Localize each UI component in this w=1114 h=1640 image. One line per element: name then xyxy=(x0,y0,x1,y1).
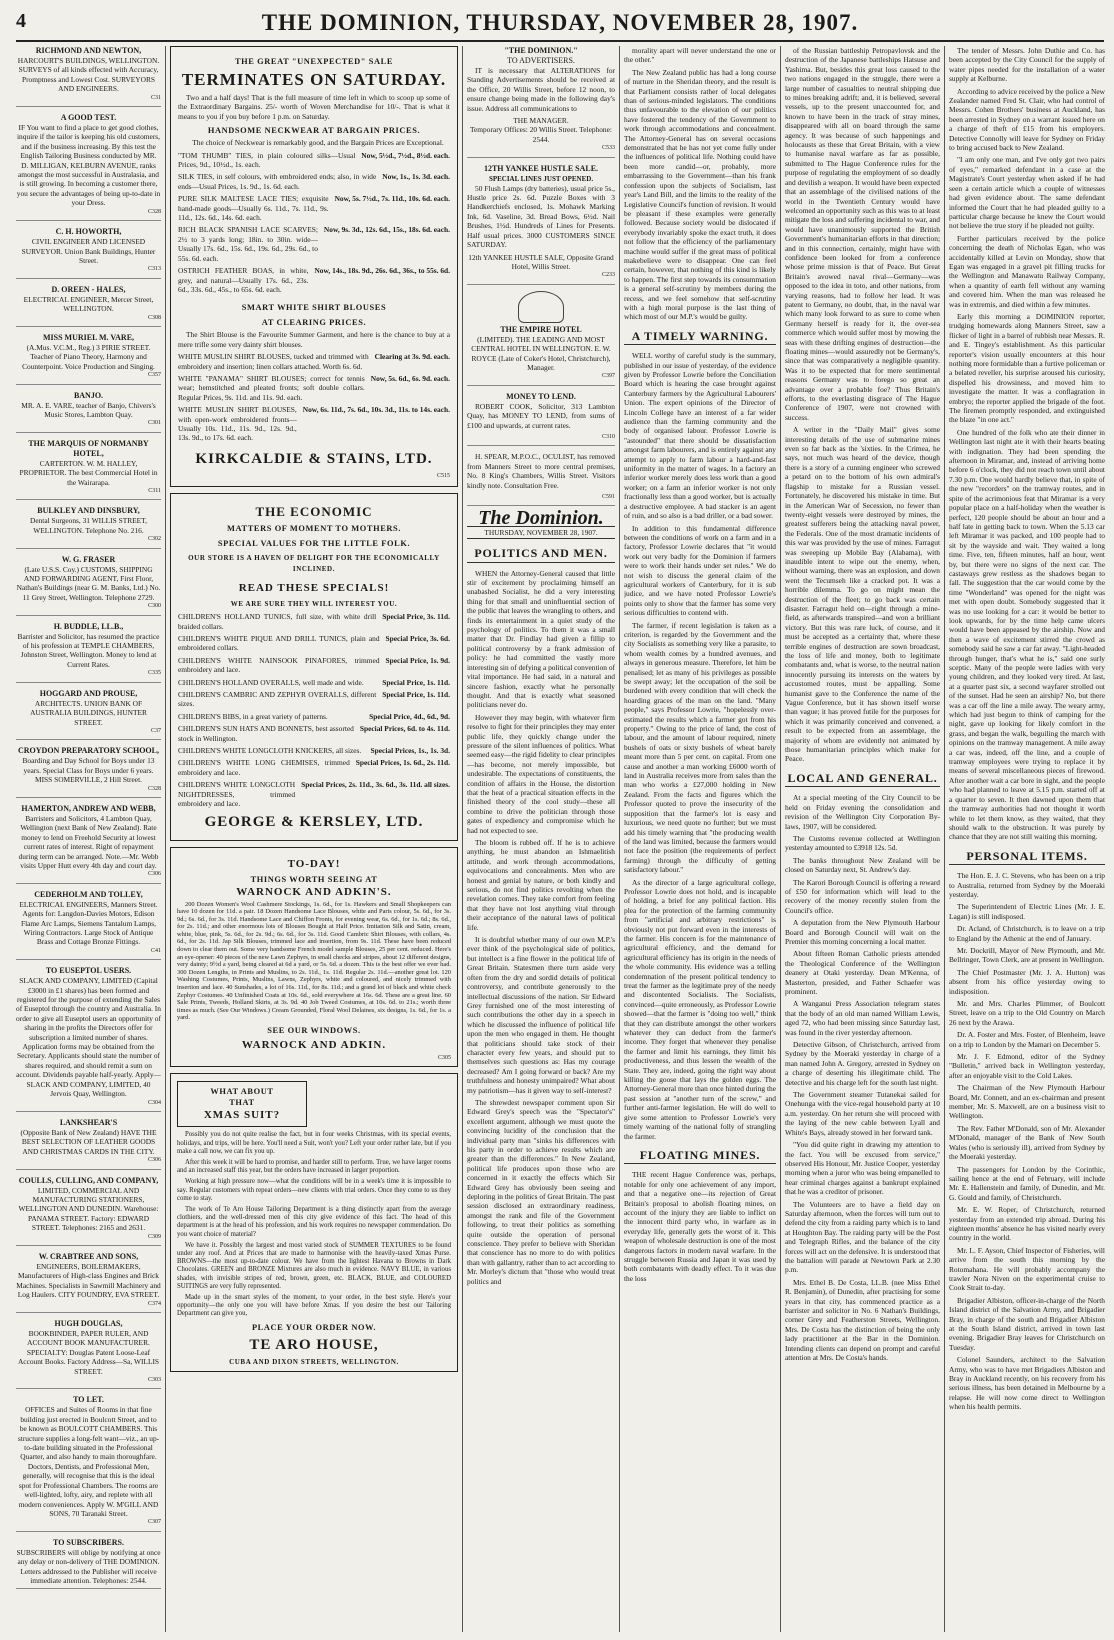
news-paragraph: The Government steamer Tutanekai sailed for Onehunga with the vice-regal household party at 10 a.m. yesterday. On her return she will proceed with the laying of the new cable between Lyall and White's Bays, already stowed in her forward tank. xyxy=(785,1090,940,1137)
news-paragraph: The Customs revenue collected at Wellington yesterday amounted to £3918 12s. 5d. xyxy=(785,833,940,853)
gk-firm-name: GEORGE & KERSLEY, LTD. xyxy=(204,813,424,830)
item-price: Clearing at 3s. 9d. each. xyxy=(374,352,450,362)
kirkcaldie-firm-name: KIRKCALDIE & STAINS, LTD. xyxy=(195,450,433,467)
economic-sure: WE ARE SURE THEY WILL INTEREST YOU. xyxy=(230,600,398,609)
price-line xyxy=(178,746,450,755)
classified-ad-title: W. G. FRASER xyxy=(61,554,116,564)
ad-code: C306 xyxy=(147,1157,161,1164)
dateline: THURSDAY, NOVEMBER 28, 1907. xyxy=(467,526,615,539)
item-description: CHILDREN'S HOLLAND OVERALLS, well made and wide. xyxy=(178,677,364,687)
classified-ad xyxy=(16,1252,161,1313)
ad-code: C313 xyxy=(147,266,161,273)
item-description: WHITE MUSLIN SHIRT BLOUSES, tucked and trimmed with embroidery and insertion; linen collars attached. Worth 6s. 6d. xyxy=(178,352,369,371)
item-price: Now, 5s. 6d., 6s. 9d. each. xyxy=(370,373,450,383)
xmas-q1: WHAT ABOUT xyxy=(210,1087,274,1097)
classified-ad xyxy=(16,227,161,279)
item-price: Special Prices, 6d. to 4s. 11d. xyxy=(359,724,450,734)
ad-code: C311 xyxy=(148,488,161,494)
ad-code: C533 xyxy=(601,145,615,152)
personal-paragraph: The Chief Postmaster (Mr. J. A. Hutton) was absent from his office yesterday owing to indisposition. xyxy=(949,967,1105,996)
item-description: CHILDREN'S WHITE LONGCLOTH KNICKERS, all sizes. xyxy=(178,746,362,756)
news-paragraph: A Wanganui Press Association telegram states that the body of an old man named William Lewis, aged 72, who had been missing since Saturday last, was found in the river yesterday afternoon. xyxy=(785,999,940,1037)
royal-crest-icon xyxy=(518,291,564,323)
item-description: CHILDREN'S SUN HATS AND BONNETS, best assorted stock in Wellington. xyxy=(178,724,354,743)
yankee-sale-advert xyxy=(467,164,615,285)
classified-ad-body: SLACK AND COMPANY, LIMITED (Capital £3000 in £1 shares) has been formed and registered for the purpose of extending the Sales of Euseptol through the country and Australia. In order to give all Euseptol users an opportunity of sharing in the profits the Directors offer for subscription a limited number of shares. Application forms may be obtained from the Secretary. Applicants should state the number of shares required, and should remit a sum on account. Dividends payable half-yearly. Apply— SLACK AND COMPANY, LIMITED, 40 Jervois Quay, Wellington. xyxy=(16,976,161,1099)
article-paragraph: The New Zealand public has had a long course of nurture in the Sheridan theory, and the result is that Parliament consists rather of local delegates than of serious-minded legislators. The conditions thus unfavourable to the elevation of our politics have fostered the tendency of the Government to work through accommodations and concealment. The Attorney-General has on several occasions demonstrated that he has not yet come fully under the influences of political life. Nothing could have been more candid—or, probably, more embarrassing to the Government—than his frank confession upon the subjects of Socialism, last year's Land Bill, and the limits to the reality of the Legislative Council's function of revision. It would be pleasant if these examples were generally followed. Because society would be dislocated if everybody invariably spoke the exact truth, it does not follow that the efficiency of the parliamentary machine would suffer if the great mass of political makebelieve were to disappear. One can feel certain, however, that nothing of this kind is likely to happen. The first step towards its consummation is a general self-scrutiny by members during the recess, and we feel somehow that self-scrutiny with a high moral purpose is the last thing of which most of our M.P.'s would be guilty. xyxy=(624,67,776,322)
classified-ad-title: RICHMOND AND NEWTON, xyxy=(35,46,142,55)
price-line xyxy=(178,194,450,222)
item-description: CHILDREN'S HOLLAND TUNICS, full size, with white drill braided collars. xyxy=(178,612,377,631)
classified-ad-title: TO SUBSCRIBERS. xyxy=(53,1537,124,1547)
classified-ad-title: COULLS, CULLING, AND COMPANY, xyxy=(18,1175,159,1185)
money-title: MONEY TO LEND. xyxy=(506,391,576,401)
hotel-title: THE EMPIRE HOTEL xyxy=(500,324,582,334)
ad-code: C302 xyxy=(147,536,161,543)
classified-ad xyxy=(16,439,161,501)
news-paragraph: "You did quite right in drawing my attention to the fact. You will be excused from service," observed His Honour, Mr. Justice Cooper, yesterday morning when a juror who was being empanelled to hear criminal charges against a bankrupt explained that he was a creditor of prisoner. xyxy=(785,1140,940,1197)
money-body: ROBERT COOK, Solicitor, 313 Lambton Quay, has MONEY TO LEND, from sums of £100 and upwards, at current rates. xyxy=(467,401,615,430)
news-paragraph: A deputation from the New Plymouth Harbour Board and Borough Council will wait on the Premier this morning concerning a local matter. xyxy=(785,918,940,946)
personal-paragraph: The Chairman of the New Plymouth Harbour Board, Mr. Connett, and an ex-chairman and present member, Mr. S. Maxwell, are on a business visit to Wellington. xyxy=(949,1083,1105,1121)
price-line xyxy=(178,374,450,402)
ad-code: C301 xyxy=(147,420,161,427)
notice-subtitle: TO ADVERTISERS. xyxy=(507,56,575,65)
ad-code: C357 xyxy=(147,372,161,379)
item-description: OSTRICH FEATHER BOAS, in white, grey, and natural—Usually 17s. 6d., 23s. 6d., 33s. 6d., 45s., to 65s. 6d. each. xyxy=(178,266,309,294)
news-paragraph: According to advice received by the police a New Zealander named Fred St. Clair, who had control of Messrs. Cohen Brothers' business at Auckland, has been arrested in Sydney on a warrant issued here on a charge of theft of £15 from his employers. Detective Connolly will leave for Sydney on Friday to bring accused back to New Zealand. xyxy=(949,86,1105,153)
classified-ad-title: C. H. HOWORTH, xyxy=(55,227,122,237)
news-column-2 xyxy=(949,46,1105,1634)
classified-ad-title: TO LET. xyxy=(73,1395,104,1405)
classified-ad-body: CIVIL ENGINEER AND LICENSED SURVEYOR. Union Bank Buildings, Hunter Street. xyxy=(21,237,156,265)
column-rule xyxy=(462,46,463,1632)
classified-ad xyxy=(16,689,161,741)
item-description: SILK TIES, in self colours, with embroidered ends; also, in wide ends—Usual Prices, 1s. 9d., 1s. 6d. each. xyxy=(178,172,377,191)
price-line xyxy=(178,678,450,687)
classified-ad-title: W. CRABTREE AND SONS, xyxy=(38,1251,139,1261)
classified-ad-title: TO EUSEPTOL USERS. xyxy=(45,966,132,976)
personal-items xyxy=(949,871,1105,1412)
news-paragraph: The tender of Messrs. John Duthie and Co. has been accepted by the City Council for the supply of water pipes needed for the installation of a water supply at Kelburne. xyxy=(949,46,1105,84)
ad-code: C328 xyxy=(147,785,161,792)
article-paragraph: It is doubtful whether many of our own M.P.'s ever think of the psychological side of politics, but intellect is a fine flower in the political life of Great Britain. Statesmen there turn aside very often from the dry and sordid details of political controversy, and contribute generously to the intellectual discussions of the nation. Sir Edward Grey furnished one of the most interesting of such contributions the other day in a speech in which he discussed the influence of political life upon the men who engaged in them. He thought that politicians should take stock of their character every few years, and should put to themselves such questions as: Has my courage decreased? Am I going forward or back? Are my truthfulness and honesty unimpaired? What about my patriotism—has it given way to self-interest? xyxy=(467,935,615,1095)
ad-code: C374 xyxy=(147,1300,161,1307)
blouse-heading: SMART WHITE SHIRT BLOUSES xyxy=(241,303,387,313)
ad-code: C515 xyxy=(436,472,450,479)
price-line xyxy=(178,151,450,170)
item-price: Special Price, 1s. 11d. xyxy=(382,677,450,687)
personal-paragraph: Dr. A. Foster and Mrs. Foster, of Blenheim, leave on a trip to London by the Mamari on December 5. xyxy=(949,1030,1105,1049)
item-description: WHITE "PANAMA" SHIRT BLOUSES; correct for tennis wear; hemstitched and pleated fronts; soft double collars. Regular Prices, 9s. 11d. and 11s. 9d. each. xyxy=(178,373,365,402)
item-price: Special Prices, 1s., 1s. 3d. xyxy=(370,746,450,756)
sale-intro: Two and a half days! That is the full measure of time left in which to scoop up some of the Extraordinary Bargains. 25/- worth of Woven Merchandise for 10/-. That is what it means to you if you buy before 1 p.m. on Saturday. xyxy=(178,93,450,121)
item-description: WHITE MUSLIN SHIRT BLOUSES, with open-work embroidered fronts—Usually 10s. 11d., 11s. 9d., 12s. 9d., 13s. 9d., to 17s. 6d. each. xyxy=(178,405,297,443)
classified-ad xyxy=(16,966,161,1112)
classified-ad-body: OFFICES and Suites of Rooms in that fine building just erected in Boulcott Street, and to be known as BOULCOTT CHAMBERS. This structure supplies a long-felt want—viz., an up-to-date building situated in the Professional Quarter, and also handy to main thoroughfare. Doctors, Dentists, and Professional Men, generally, will recognise that this is the ideal spot for Professional Chambers. The rooms are well-lighted, lofty, airy, and replete with all modern conveniences. Apply W. M'GILL AND SONS, 70 Taranaki Street. xyxy=(17,1405,160,1518)
newspaper-masthead-title: THE DOMINION, THURSDAY, NOVEMBER 28, 1907. xyxy=(261,10,859,35)
xmas-p1: Possibly you do not quite realise the fact, but in four weeks Christmas, with its special events, holidays, and trips, will be here. You'll need a Suit, won't you? Left your order rather late, but if you make a call now, we can fix you up. xyxy=(177,1131,451,1155)
ad-code: C306 xyxy=(147,871,161,878)
personal-items-heading: PERSONAL ITEMS. xyxy=(949,852,1105,865)
xmas-p2: After this week it will be hard to promise, and harder still to perform. True, we have larger rooms and an increased staff this year, but the orders have increased in larger proportion. xyxy=(177,1159,451,1175)
ad-code: C37 xyxy=(150,727,161,734)
blouse-intro: The Shirt Blouse is the Favourite Summer Garment, and here is the chance to buy at a mere trifle some very dainty shirt blouses. xyxy=(178,330,450,349)
floating-mines-article: THE recent Hague Conference was, perhaps, notable for only one achievement of any import, and that a negative one—its rejection of Great Britain's proposal to abolish floating mines, on account of the injury they are liable to inflict on the innocent third party who, in warfare as in everyday life, generally gets the worst of it. This weapon of wholesale destruction is one of the most dangerous factors in modern naval warfare. In the struggle between Russia and Japan it was used by both combatants with deadly effect. To it was due the loss xyxy=(624,1170,776,1283)
article-paragraph: The farmer, if recent legislation is taken as a criterion, is regarded by the Government and the city Socialists as something very like a parasite, to whom wealth comes by a hundred avenues, and always in generous measure. Therefore, let him be penalised; let as many of his privileges as possible be swept away; let the occupation of the soil be burdened with every condition that will check the hoarding graces of the man on the land. "Many people," says Professor Lowrie, "hopelessly over-estimated the results which a farmer got from his property." Owing to the price of land, the cost of labour, and the amount of labour required, ninety bushels of oats or sixty bushels of wheat barely meant more than 5 per cent. on capital. From one cause and another a man working £6000 worth of land in Australia receives more from sales than the man who works a £27,000 holding in New Zealand. From the facts and figures which the Professor quoted to prove the insecurity of the supposition that the farmer's lot is easy and luxurious, we need quote no further; but we must add his timely warning that "the producing wealth of the land was limited, because the farmers would not face the position (the requirements of perfect farming) through the difficulty of getting satisfactory labour." xyxy=(624,620,776,875)
classified-ad xyxy=(16,555,161,616)
column-rule xyxy=(619,46,620,1632)
item-price: Now, 9s. 3d., 12s. 6d., 15s., 18s. 6d. each. xyxy=(323,225,450,235)
column-rule xyxy=(780,46,781,1632)
news-paragraph: Detective Gibson, of Christchurch, arrived from Sydney by the Moeraki yesterday in charge of a man named John A. Gregory, arrested in Sydney on a charge of deserting his illegitimate child. The detective and his charge left for the south last night. xyxy=(785,1040,940,1087)
empire-hotel-advert xyxy=(467,291,615,386)
xmas-p5: We have it. Possibly the largest and most varied stock of SUMMER TEXTURES to be found under any roof. And at Prices that are made to harmonise with the heavily-taxed Xmas Purse. BROWNS—the most up-to-date colour. We have from the lightest Havana to Browns in Dark Chocolates. GREEN and BRONZE Mixtures are also much in evidence. NAVY BLUE, in various shades, with invisible stripes of red, brown, green, etc. BLACK, BLUE, and COLOURED SUITINGS are very fully represented. xyxy=(177,1241,451,1290)
classified-ad-body: ARCHITECTS. UNION BANK OF AUSTRALIA BUILDINGS, HUNTER STREET. xyxy=(30,698,147,727)
classified-ad-body: SUBSCRIBERS will oblige by notifying at once any delay or non-delivery of THE DOMINION. Letters addressed to the Publisher will receive immediate attention. Telephones: 2544. xyxy=(16,1547,161,1585)
te-aro-advert xyxy=(170,1073,458,1371)
news-paragraph: One hundred of the folk who ate their dinner in Wellington last night ate it with their hearts beating with indignation. They had been spending the afternoon in Miramar, and, instead of arriving home before 6 o'clock, they did not reach town until about 7.30 p.m. One would hardly believe that, in spite of the new "recorders" on the tramway routes, and in spite of the acrimonious feat that Miramar is a very popular place on a half-holiday when the weather is perfect, 120 people should be about an hour and a half late in getting back to town. When the 5.13 car left Miramar it was packed, and 100 people had to sit by the wayside and wait. They waited a long time. Five, ten, fifteen minutes, half an hour, went by, but there were no signs of the next car. The castaways grew restless as the shadows began to fall. The suggestion that the car would come by the time "Wonderland" was opened for the night was met with open doubt. Somebody suggested that it was no use looking for a car: it would be better to look upwards, for by the time help came ulcers would have been appeased by the airship. Now and then a wave of excitement stirred the crowd as somebody said he saw a car far away. "Light-headed through hunger, that's what he is," said one surly sceptic. Many of the people were ladies with very young children, and they looked very tired. At last, at a quarter past six, a second wayfarer strolled out of the sunset. Had he seen an airship? No, but there was a car off the line a mile away. The weary army, which had just begun to think of camping for the night, gave up looking for likely comfort in the grass, and began the walk, beguiling the march with opinions on the tramway management. A mile away a car was, indeed, off the line, and a couple of tramway employees were trying to replace it by means of several miscellaneous pieces of firewood. After another wait a car bore in sight, and the people who had planned to leave at 5.15 p.m. started off at a quarter to seven. It then dawned upon them that the tramway authorities had not thought it worth while to let them know, as they waited, that they should walk to the obstruction. It was purely by chance that they are not still waiting this morning. xyxy=(949,427,1105,842)
xmas-q3: XMAS SUIT? xyxy=(203,1109,281,1122)
price-line xyxy=(178,758,450,777)
personal-paragraph: Mr. Dockrill, Mayor of New Plymouth, and Mr. Bellringer, Town Clerk, are at present in Wellington. xyxy=(949,945,1105,965)
floating-mines-heading: FLOATING MINES. xyxy=(624,1151,776,1164)
neckwear-list xyxy=(178,151,450,295)
ad-code: C41 xyxy=(150,947,161,954)
personal-paragraph: The Hon. E. J. C. Stevens, who has been on a trip to Australia, returned from Sydney by the Moeraki yesterday. xyxy=(949,871,1105,899)
price-line xyxy=(178,656,450,675)
economic-haven: OUR STORE IS A HAVEN OF DELIGHT FOR THE ECONOMICALLY INCLINED. xyxy=(188,554,440,574)
classified-ad xyxy=(16,622,161,683)
item-price: Now, 14s., 18s. 9d., 26s. 6d., 36s., to 55s. 6d. xyxy=(314,266,450,276)
article-paragraph: In addition to this fundamental difference between the conditions of work on a farm and in a factory, Professor Lowrie declares that "it would work out very badly for the Dominion if farmers were to work their hands under set rules." We do not wish to discuss the general claim of the agricultural workers of Canterbury, for it is sub judice, and we have noted Professor Lowrie's points only to show that the farmer has some very serious difficulties to contend with. xyxy=(624,523,776,618)
article-paragraph: However they may begin, with whatever firm resolve to fight for their principles they may enter public life, they quickly change under the pressure of the silent influences of politics. What seemed easy—the rigid fidelity to clear principles—has become, not merely impossible, but undesirable. The expectations of constituents, the condition of affairs in the House, the distortion that the heat of a practical situation effects in the finished theory of the cool study—these all combine to drive the politician through those gates of expediency and compromise which he had not expected to see. xyxy=(467,712,615,835)
timely-warning-heading: A TIMELY WARNING. xyxy=(624,332,776,345)
warnock-advert xyxy=(170,847,458,1068)
news-paragraph: "I am only one man, and I've only got two pairs of eyes," remarked defendant in a case at the Magistrate's Court yesterday when asked if he had seen a certain article which a couple of witnesses had given evidence about. The same defendant informed the Court that he had pleaded guilty to a particular charge because he knew the Court would not believe the true story if he pleaded not guilty. xyxy=(949,155,1105,231)
item-price: Special Price, 3s. 11d. xyxy=(382,612,450,622)
local-general-items xyxy=(785,793,940,1362)
sale-kicker: THE GREAT "UNEXPECTED" SALE xyxy=(234,57,394,66)
economic-title: THE ECONOMIC xyxy=(255,504,373,520)
ad-code: C591 xyxy=(601,494,615,500)
item-description: CHILDREN'S BIBS, in a great variety of patterns. xyxy=(178,711,328,721)
news-paragraph: Mrs. Ethel B. De Costa, LL.B. (nee Miss Ethel R. Benjamin), of Dunedin, after practising for some years in that city, has commenced practice as a barrister and solicitor in No. 6 Nathan's Buildings, corner Grey and Featherston Streets, Wellington. Mrs. De Costa has the distinction of being the only lady practitioner at the Bar in the Dominion. Intending clients can depend on prompt and careful attention at Mrs. De Costa's hands. xyxy=(785,1277,940,1363)
article-paragraph: WHEN the Attorney-General caused that little stir of excitement by proclaiming himself an unabashed Socialist, he did a very interesting thing for that small and uninfluential section of the public that leaves the wrangling to others, and finds its entertainment in a quiet study of the psychology of politics. To them it was a small matter that Dr. Findlay had given a fillip to political controversy by a frank admission of policy: he had committed the vastly more interesting sin of defying a political convention of vital importance. He had said, in a natural and sincere fashion, exactly what he personally thought. And that is exactly what seasoned politicians never do. xyxy=(467,568,615,710)
item-price: Special Price, 1s. 11d. xyxy=(382,690,450,700)
item-description: CHILDREN'S WHITE NAINSOOK PINAFORES, trimmed embroidery and lace. xyxy=(178,655,380,675)
classified-ad-body: (A.Mus. V.C.M., Reg.) 3 PIRIE STREET. Teacher of Piano Theory, Harmony and Counterpoint. Voice Production and Singing. xyxy=(22,342,155,371)
ad-code: C309 xyxy=(147,1233,161,1240)
warnock-name: WARNOCK AND ADKIN'S. xyxy=(236,885,392,898)
yankee-body: 50 Flush Lamps (dry batteries), usual price 5s., Hustle price 2s. 6d. Puzzle Boxes with 3 Handkerchiefs enclosed, 1s. Mohawk Marking Ink, 6d. Vaseline, 3d. Bread Bows, 6½d. Nail Brushes, 1½d. Hundreds of Lines for Presents. Half usual prices. 3000 CUSTOMERS SINCE SATURDAY. xyxy=(467,183,615,250)
ad-code: C335 xyxy=(147,670,161,677)
xmas-cta: PLACE YOUR ORDER NOW. xyxy=(251,1322,377,1332)
article-paragraph: The shrewdest newspaper comment upon Sir Edward Grey's speech was the "Spectator's" excellent argument, although we must quote the convincing lucidity of the conclusion that the individual party man "sinks his differences with his party in order to achieve results which are greater than the differences." In New Zealand, political life produces upon those who are concerned in it exactly the effects which Sir Edward Grey has obviously been seeing and deploring in the politics of Great Britain. The past session disclosed an extraordinary readiness, amongst the rank and file of the Government following, to treat their politics as something quite outside the operation of personal conscience. They prefer to believe with Sheridan that conscience has no more to do with politics than with gallantry, rather than to act according to Mr. Morley's dictum that "those who would treat politics and xyxy=(467,1097,615,1286)
classified-ad xyxy=(16,804,161,884)
article-paragraph: As the director of a large agricultural college, Professor Lowrie does not hold, and is incapable of holding, a brief for any political faction. His plea for the protection of the farming community from "artificial and arbitrary restrictions" is obviously not put forward even in the interests of the farmer. His concern is for the maintenance of agricultural efficiency, and the demand for agricultural efficiency has its origin in the needs of the whole community. His evidence was a telling condemnation of the present political tendency to treat the farmer as the legitimate prey of the needy and discontented Socialists. The Socialists, convinced—quite erroneously, as Professor Lowrie showed—that the farmer is "doing too well," think that they can distribute amongst the other workers whatever they can deduct from the farmer's income. They forget that whenever they penalise the farmer and limit his earnings, they limit his productiveness, and thus lessen the wealth of the State. They are, indeed, going the right way about killing the goose that lays the golden eggs. The Attorney-General more than once hinted during the past session at "another turn of the screw," and further anti-farmer legislation. He will do well to give some attention to Professor Lowrie's very timely warning of the national folly of strangling the farmer. xyxy=(624,877,776,1141)
article-paragraph: The bloom is rubbed off. If he is to achieve anything, he must abandon an Ishmaelitish attitude, and work through accommodations, equivocations and concealments. Men who are honest and genial by nature, or both kindly and serious, do not find politics revolting when the revelation comes. They take comfort from feeling that they have not lost anything vital through their acceptance of the natural laws of political life. xyxy=(467,838,615,932)
item-description: CHILDREN'S WHITE LONG CHEMISES, trimmed embroidery and lace. xyxy=(178,758,350,777)
today-heading: TO-DAY! xyxy=(287,857,341,870)
neckwear-intro: The choice of Neckwear is remarkably good, and the Bargain Prices are Exceptional. xyxy=(192,138,444,148)
personal-paragraph: Dr. Acland, of Christchurch, is to leave on a trip to England by the Athenic at the end of January. xyxy=(949,924,1105,943)
classified-ad-body: (Late U.S.S. Coy.) CUSTOMS, SHIPPING AND FORWARDING AGENT, First Floor, Nathan's Buildings (near G. M. Banks, Ltd.) No. 11 Grey Street, Wellington. Telephone 2729. xyxy=(16,564,161,602)
item-description: CHILDREN'S WHITE LONGCLOTH NIGHTDRESSES, trimmed embroidery and lace. xyxy=(178,780,296,809)
item-price: Special Price, 1s. 9d. xyxy=(385,655,450,665)
sale-headline: TERMINATES ON SATURDAY. xyxy=(181,70,447,89)
local-news-items xyxy=(949,46,1105,842)
personal-paragraph: Mr. E. W. Roper, of Christchurch, returned yesterday from an extended trip abroad. During his eighteen months' absence he has visited nearly every country in the world. xyxy=(949,1205,1105,1243)
classified-ad xyxy=(16,333,161,385)
price-line xyxy=(178,225,450,263)
item-price: Special Price, 3s. 6d. xyxy=(385,634,450,643)
classified-ad xyxy=(16,1395,161,1531)
yankee-subtitle: SPECIAL LINES JUST OPENED. xyxy=(488,174,594,183)
price-line xyxy=(178,172,450,191)
classified-ad-body: Dental Surgeons, 31 WILLIS STREET, WELLINGTON. Telephone No. 216. xyxy=(29,516,147,535)
notice-telephone: Temporary Offices: 20 Willis Street. Telephone: 2544. xyxy=(470,125,612,144)
item-description: PURE SILK MALTESE LACE TIES; exquisite hand-made goods—Usually 6s. 11d., 7s. 11d., 9s. 11d., 12s. 6d., 14s. 6d. each. xyxy=(178,194,329,223)
item-price: Special Prices, 2s. 11d., 3s. 6d., 3s. 11d. all sizes. xyxy=(301,780,450,790)
classified-ad xyxy=(16,285,161,327)
classified-ad xyxy=(16,1118,161,1170)
classified-ad xyxy=(16,46,161,107)
personal-paragraph: The passengers for London by the Corinthic, sailing hence at the end of February, will include Mr. E. Hallenstein and family, of Dunedin, and Mr. G. Gould and family, of Christchurch. xyxy=(949,1164,1105,1202)
blouse-list xyxy=(178,352,450,443)
classified-ad-title: A GOOD TEST. xyxy=(60,113,117,123)
oculist-body: H. SPEAR, M.P.O.C., OCULIST, has removed from Manners Street to more central premises, No. 8 King's Chambers, Willis Street. Visitors kindly note. Consultation Free. xyxy=(467,452,615,490)
notice-to: THE MANAGER. xyxy=(513,116,569,126)
item-description: CHILDREN'S WHITE PIQUE AND DRILL TUNICS, plain and embroidered collars. xyxy=(178,634,380,653)
editorial-column-1 xyxy=(467,46,615,1634)
price-line xyxy=(178,712,450,721)
kirkcaldie-advert xyxy=(170,46,458,487)
price-line xyxy=(178,690,450,709)
personal-paragraph: The Rev. Father M'Donald, son of Mr. Alexander M'Donald, manager of the Bank of New South Wales (who is seriously ill), arrived from Sydney by the Moeraki yesterday. xyxy=(949,1123,1105,1162)
ad-code: C310 xyxy=(601,433,615,440)
price-line xyxy=(178,405,450,443)
news-paragraph: At a special meeting of the City Council to be held on Friday evening the consolidation and revision of the Wellington City Corporation By-laws, 1907, will be considered. xyxy=(785,793,940,831)
xmas-p4: The work of Te Aro House Tailoring Department is a thing distinctly apart from the average clothiers, and the well-dressed men of this city give evidence of this fact. The head of this department is at the head of his profession, and his work requires no newspaper commendation. Do you want choice of material? xyxy=(177,1206,451,1238)
classified-ad-body: Boarding and Day School for Boys under 13 years. Special Class for Boys under 6 years. MISS SOMERVILLE, 2 Hill Street. xyxy=(22,756,155,785)
classified-ads-column xyxy=(16,46,161,1634)
oculist-advert xyxy=(467,452,615,506)
classified-ad xyxy=(16,1176,161,1246)
xmas-q2: THAT xyxy=(229,1098,255,1108)
neckwear-heading: HANDSOME NECKWEAR AT BARGAIN PRICES. xyxy=(207,126,421,136)
classified-ad-body: MR. A. E. VARE, teacher of Banjo, Chivers's Music Stores, Lambton Quay. xyxy=(21,400,156,419)
te-aro-firm: TE ARO HOUSE, xyxy=(249,1336,379,1353)
personal-paragraph: The Superintendent of Electric Lines (Mr. J. E. Lagan) is still indisposed. xyxy=(949,902,1105,921)
classified-ad-body: BOOKBINDER, PAPER RULER, AND ACCOUNT BOOK MANUFACTURER. SPECIALTY: Douglas Patent Loose-Leaf Account Books. Factory Address—Sa, WILLIS STREET. xyxy=(17,1329,160,1376)
classified-ad-body: ELECTRICAL ENGINEER, Mercer Street, WELLINGTON. xyxy=(23,294,154,314)
personal-paragraph: Colonel Saunders, architect to the Salvation Army, who was to have met Brigadiers Albiston and Bray in Auckland recently, on his recovery from his serious illness, has been detained in Melbourne by a relapse. He will now come direct to Wellington when his health permits. xyxy=(949,1355,1105,1412)
xmas-callout xyxy=(177,1081,307,1127)
economic-subtitle: MATTERS OF MOMENT TO MOTHERS. xyxy=(227,524,401,534)
ad-code: C233 xyxy=(601,272,615,279)
item-price: Special Prices, 1s. 6d., 2s. 11d. xyxy=(355,758,450,768)
classified-ad-title: BANJO. xyxy=(73,390,104,400)
item-description: RICH BLACK SPANISH LACE SCARVES; 2½ to 3 yards long; 18in. to 30in. wide—Usually 17s. 6d., 15s. 6d., 19s. 6d., 29s. 6d., to 55s. 6d. each. xyxy=(178,225,318,263)
ad-code: C303 xyxy=(147,1377,161,1384)
warnock-body: 200 Dozen Women's Wool Cashmere Stockings, 1s. 6d., for 1s. Hawkers and Small Shopkeepers can have 10 dozen for 11d. a pair. 18 Dozen Handsome Lace Blouses, white and Paris colour, 5s. 6d., for 3s. 9d.; 6s. 6d., for 3s. 11d. Handsome Lace and Chiffon Fronts, for evening wear, 6s. 6d., for 1s. 6d.; 8s. 6d., for 2s. 11d.; and other enormous lots of Blouses Bought at Half Price. Imitation Silk and Satin, cream, white, blue, pink, 5s. 6d., for 2s. 9d.; 6s. 6d., for 3s. 11d. Good Cambric Shirt Blouses, with collars, 4s. 6d., for 2s. 11d. Jap Silk Blouses, trimmed lace and insertion, from 9s. 11d. These have been reduced down to clear them out. Some very handsome French model sample Blouses, 25 per cent. reduced. Here's an eye-opener: 40 pieces of the new Lawn Zephyrs, in small checks and stripes, about 12 different designs, very dainty; 9½d a yard, being cleared at 6d a yard, or 5s. 6d. a dozen. This is the best offer we ever had. 300 Dozen Lengths, in Prints and Muslins, to 2s. 11d., 1s. 11d. Regular 2s. 11d.—another great lot. 120 Washing Costumes, Prints, Muslins, Lawns, Zephyrs, white and coloured, and nicely trimmed with insertion and lace. 40 Sunshades, a lot of 16s. 11d., for 8s. 11d.; and a grand lot of black and white check Zephyr Costumes. 40 Unfinished Coats at 10s. 6d., sold everywhere at 16s. 6d. These are a great line. 60 Sale Prints, Tweeds, Holland Skirts, at 3s. 9d. 40 Job Tweed Costumes, at 10s. 6d. to 21s.; worth three times as much. (See Our Windows.) Cream Grounded, Floral Wool Delaines, six designs, 1s. 6d., for 1s. a yard. xyxy=(177,900,451,1022)
classified-ad-body: IF You want to find a place to get good clothes, inquire if the tailor is keeping his old customers, and if the business increasing. By this test the English Tailoring Business conducted by MR. D. MILLIGAN, KELBURN AVENUE, ranks amongst the most successful in Australasia, and is still growing. In becoming a customer there, you secure the advantages of being up-to-date in your Dress. xyxy=(16,123,161,208)
column-rule xyxy=(165,46,166,1632)
local-general-heading: LOCAL AND GENERAL. xyxy=(785,774,940,787)
personal-paragraph: Mr. J. F. Edmond, editor of the Sydney "Bulletin," arrived back in Wellington yesterday, after an enjoyable visit to the Cold Lakes. xyxy=(949,1052,1105,1080)
classified-ad-body: Barristers and Solicitors, 4 Lambton Quay, Wellington (next Bank of New Zealand). Rate money to lend on Freehold Security at lowest current rates of interest. Right of repayment during term can be arranged. Note.—Mr. Webb visits Upper Hutt every 4th day and court day. xyxy=(18,813,159,870)
money-advert xyxy=(467,392,615,447)
news-paragraph: Further particulars received by the police concerning the death of Nicholas Egan, who was accidentally killed at Levin on Monday, show that Egan was engaged in a gravel pit filling trucks for the Wellington and Manawatu Railway Company, when a quantity of earth fell without any warning and covered him. When the man was released he was in extremis, and died within a few minutes. xyxy=(949,233,1105,309)
news-paragraph: Early this morning a DOMINION reporter, trudging homewards along Manners Street, saw a flicker of light in a barrel of rubbish near Messrs. R. and E. Tingey's establishment. As this particular reporter's vision usually encounters at this hour nothing more formidable than a furtive policeman or a belated reveller, his surprise aroused his curiosity, dispelled his drowsiness, and moved him to investigate the matter. It was a conflagration in embryo; the reporter applied the brigade of the foot. The firemen promptly responded, and extinguished the blaze "in one act." xyxy=(949,311,1105,425)
ad-code: C300 xyxy=(147,603,161,610)
item-description: "TOM THUMB" TIES, in plain coloured silks—Usual Prices, 9d., 10½d., 1s. each. xyxy=(178,150,356,170)
classified-ad xyxy=(16,1538,161,1590)
personal-paragraph: Mr. and Mrs. Charles Plimmer, of Boulcott Street, leave on a trip to the Old Country on March 26 next by the Arawa. xyxy=(949,999,1105,1027)
timely-warning-article xyxy=(624,351,776,1141)
politics-article xyxy=(467,569,615,1286)
classified-ad xyxy=(16,1319,161,1389)
news-paragraph: About fifteen Roman Catholic priests attended the Theological Conference of the Wellington deanery at Otaki yesterday. Dean M'Kenna, of Masterton, presided, and Father Schaefer was prominent. xyxy=(785,949,940,996)
item-description: CHILDREN'S CAMBRIC AND ZEPHYR OVERALLS, different sizes. xyxy=(178,690,377,709)
paper-title: The Dominion. xyxy=(478,507,604,530)
yankee-firm: 12th YANKEE HUSTLE SALE, Opposite Grand Hotel, Willis Street. xyxy=(468,252,614,271)
warnock-firm: WARNOCK AND ADKIN. xyxy=(241,1039,387,1051)
notice-body: IT is necessary that ALTERATIONS for Standing Advertisements should be received at the Office, 20 Willis Street, before 12 noon, to ensure change being made in the following day's issue. Address all communications to xyxy=(467,66,615,113)
classified-ad-body: CARTERTON. W. M. HALLEY, PROPRIETOR. The best Commercial Hotel in the Wairarapa. xyxy=(19,458,158,487)
hotel-body: (LIMITED). THE LEADING AND MOST CENTRAL HOTEL IN WELLINGTON. E. W. ROYCE (Late of Coker's Hotel, Christchurch), Manager. xyxy=(471,334,611,372)
economic-special: SPECIAL VALUES FOR THE LITTLE FOLK. xyxy=(217,539,411,549)
ad-code: C308 xyxy=(147,314,161,321)
news-paragraph: The banks throughout New Zealand will be closed on Saturday next, St. Andrew's day. xyxy=(785,855,940,875)
xmas-p3: Working at high pressure now—what the conditions will be in a week's time it is impossible to say. Regular customers with repeat orders—new clients with trial orders. Once they come to us they come to stay. xyxy=(177,1178,451,1202)
item-price: Now, 6s. 11d., 7s. 6d., 10s. 3d., 11s. to 14s. each. xyxy=(302,405,450,415)
classified-ad-body: Barrister and Solicitor, has resumed the practice of his profession at TEMPLE CHAMBERS, Johnston Street, Wellington. Money to lend at Current Rates. xyxy=(17,631,160,669)
item-price: Now, 5½d., 7½d., 8½d. each. xyxy=(361,150,450,160)
classified-ad-body: ENGINEERS, BOILERMAKERS, Manufacturers of High-class Engines and Brick Machines. Specialists in Sawmill Machinery and Log Haulers. CITY FOUNDRY, EVA STREET. xyxy=(16,1261,161,1300)
ad-code: C397 xyxy=(601,373,615,380)
editorial-column-2 xyxy=(624,46,776,1634)
classified-ad-title: BULKLEY AND DINSBURY, xyxy=(37,506,140,516)
price-line xyxy=(178,266,450,294)
classified-ad-title: HUGH DOUGLAS, xyxy=(54,1319,123,1328)
ad-code: C307 xyxy=(147,1519,161,1526)
display-ads-column xyxy=(170,46,458,1634)
classified-ad-title: LANKSHEAR'S xyxy=(59,1117,118,1127)
xmas-p6: Made up in the smart styles of the moment, to your order, in the best style. Here's your opportunity—the only one you will have before Xmas. If you desire the best our Tailoring Department can give you, xyxy=(177,1294,451,1318)
item-price: Special Price, 4d., 6d., 9d. xyxy=(369,711,450,721)
personal-paragraph: Mr. L. F. Ayson, Chief Inspector of Fisheries, will arrive from the south this morning by the Rotomahana. He will probably accompany the trawler Nora Niven on the experimental cruise to Cook Strait to-day. xyxy=(949,1245,1105,1293)
classified-ad-title: D. OREEN - HALES, xyxy=(51,284,126,294)
george-kersley-advert xyxy=(170,493,458,840)
item-price: Now, 1s., 1s. 3d. each. xyxy=(382,172,450,182)
news-paragraph: The Volunteers are to have a field day on Saturday afternoon, when the forces will turn out to defend the city from a raiding party which is to land at Houghton Bay. The raiding party will be the Post and Telegraph Rifles, and the balance of the city forces will act on the defensive. It is understood that the battalion will parade at Newtown Park at 2.30 p.m. xyxy=(785,1199,940,1275)
classified-ad-body: LIMITED, COMMERCIAL AND MANUFACTURING STATIONERS, WELLINGTON AND DUNEDIN. Warehouse: PANAMA STREET. Factory: EDWARD STREET. Telephones: 2165 and 2631. xyxy=(18,1185,159,1233)
classified-ad-title: THE MARQUIS OF NORMANBY HOTEL, xyxy=(28,438,149,458)
classified-ad-title: H. BUDDLE, LL.B., xyxy=(53,621,124,631)
mines-continued-2: A writer in the "Daily Mail" gives some interesting details of the use of submarine mines even so far back as the 'sixties. In the Crimea, he says, not much was heard of the device, though there is a story of a cunning engineer who screwed a petard on to the bottom of his own admiral's flagship to mistake for a Russian vessel. Fortunately, he discovered his mistake in time. But in the American War of Secession, no fewer than twenty-eight vessels were destroyed by mines, the greatest sufferers being the attacking naval power, the Federals. One of the most dramatic incidents of this war was provided by the use of mines. Farragut was sweeping up Mobile Bay (Alabama), with inaudible intent to wipe out the enemy, when, without warning, there was an explosion, and down went the Tecumseh like a cracked pot. It was a horrible dilemma. To go on might mean the destruction of the fleet; to go back was certain disaster. Farragut held on—right through a mine-field, as afterwards transpired—and won a brilliant victory. But this was rare luck, of course, and it must be accepted as a certainty that, where these terrible engines of destruction are sown broadcast, the loss of life and money, both to legitimate combatants and, what is worse, to the neutral nation innocently pursuing its interests on the waters by accustomed routes, must be appalling. Some humanist gave to the Conference the name of the Vague Conference, but it has shown itself worse than vague; it has proved futile for the purposes for which it was primarily conceived and convened, a result to be expected from an assemblage, the majority of whom are evidently not animated by those humanitarian principles which make for Peace. xyxy=(785,425,940,764)
news-column-1 xyxy=(785,46,940,1634)
classified-ad-title: CEDERHOLM AND TOLLEY, xyxy=(34,889,143,899)
news-paragraph: The Karori Borough Council is offering a reward of £50 for information which will lead to the recovery of the money recently stolen from the Council's office. xyxy=(785,877,940,915)
classified-ad-title: MISS MURIEL M. VARE, xyxy=(42,332,135,342)
blouse-subheading: AT CLEARING PRICES. xyxy=(261,318,367,328)
politics-continued xyxy=(624,46,776,322)
item-price: Now, 5s. 7½d., 7s. 11d., 10s. 6d. each. xyxy=(334,194,450,204)
ad-code: C31 xyxy=(150,94,161,101)
column-rule xyxy=(944,46,945,1632)
yankee-title: 12TH YANKEE HUSTLE SALE. xyxy=(483,163,599,173)
classified-ad-title: HAMERTON, ANDREW AND WEBB, xyxy=(21,803,156,813)
ad-code: C328 xyxy=(147,208,161,215)
classified-ad xyxy=(16,391,161,433)
advertisers-notice xyxy=(467,46,615,158)
personal-paragraph: Brigadier Albiston, officer-in-charge of the North Island district of the Salvation Army, and Brigadier Bray, in charge of the south and Brigadier Albiston at the South Island district, arrived in town last evening. Brigadier Bray leaves for Christchurch on Tuesday. xyxy=(949,1295,1105,1352)
classified-ad-body: ELECTRICAL ENGINEERS, Manners Street. Agents for: Langdon-Davies Motors, Edison Flame Arc Lamps, Siemens Tantalum Lamps, Wiring Contractors. Large Stock of Antique Brass and Cottage Bronze Fittings. xyxy=(19,899,158,947)
classified-ad-title: CROYDON PREPARATORY SCHOOL, xyxy=(18,746,159,756)
classified-ad xyxy=(16,890,161,960)
today-sub: THINGS WORTH SEEING AT xyxy=(250,874,378,884)
classified-ad xyxy=(16,746,161,798)
ad-code: C305 xyxy=(437,1055,451,1061)
notice-title: "THE DOMINION." xyxy=(504,46,578,55)
price-line xyxy=(178,352,450,371)
classified-ad-title: HOGGARD AND PROUSE, xyxy=(39,688,138,698)
warnock-see: SEE OUR WINDOWS. xyxy=(267,1026,361,1035)
economic-items xyxy=(178,612,450,808)
page-number: 4 xyxy=(16,10,26,32)
politics-heading: POLITICS AND MEN. xyxy=(467,549,615,562)
article-paragraph: WELL worthy of careful study is the summary, published in our issue of yesterday, of the evidence given by Professor Lowrie before the Conciliation Board which is hearing the case brought against Canterbury farmers by the Agricultural Labourers' Union. The expert opinions of the Director of Lincoln College have an interest of a far wider audience than the farming community and the body of organised labour. Professor Lowrie is "astounded" that there should be dissatisfaction amongst farm labourers, and is entirely against any attempt to apply to farm labour a hard-and-fast uniformity in the matter of wages. In a factory an inferior worker merely does less work than a good worker; on a farm an inferior worker is not only fractionally less than a good worker, but is actually a destructive employee. A bad stacker is an agent of ruin, and so also is a bad driller, or a bad sower. xyxy=(624,351,776,521)
article-paragraph: morality apart will never understand the one or the other." xyxy=(624,46,776,65)
classified-ad-body: HARCOURT'S BUILDINGS, WELLINGTON. SURVEYS of all kinds effected with Accuracy, Promptness and Lowest Cost. SURVEYORS AND ENGINEERS. xyxy=(17,56,160,94)
economic-read: READ THESE SPECIALS! xyxy=(238,582,390,595)
mines-continued: of the Russian battleship Petropavlovsk and the destruction of the Japanese battleships Hatsuse and Yashima. But, besides this great loss caused to the two nations engaged in the struggle, there were a large number of casualties to neutral shipping due to mines breaking adrift; and, it is believed, several vessels, up to the present unaccounted for, and known to have been in the track of stray mines, disappeared with all on board through the same agency. It was because of such happenings and holocausts as these that Great Britain, with a view to humanise naval warfare as far as possible, submitted to The Hague Conference rules for the purpose of regulating the employment of so deadly and devilish a weapon. It would have been expected that an assemblage of the civilised nations of the world in the Twentieth Century would have welcomed an opportunity such as this was to at least mitigate the loss and suffering incidental to war, and would have unanimously supported the British Government's humanitarian efforts in that direction; and in this connection, certainly, might have with confidence been looked for from a conference whose prime mission is that of Peace. But Great Britain's avowed naval rival—Germany—was opposed to the idea in toto, and other nations, from varying reasons, had to follow her lead. It was patent to Germany, no doubt, that, in the naval war which many look forward to as sure to come when Germany herself is ready for it, the over-sea commerce which would suffer most by mowing the seas with these drifting engines of destruction—the floating mines—would assuredly not be Germany's, since that was comparatively a negligible quantity. Was it to be expected that for mere sentimental reasons Germany was to forego so great an advantage over a probable foe? Thus Britain's efforts, to the everlasting disgrace of The Hague Conference of 1907, were not crowned with success. xyxy=(785,46,940,422)
ad-code: C304 xyxy=(147,1099,161,1106)
price-line xyxy=(178,780,450,808)
price-line xyxy=(178,612,450,631)
te-aro-address: CUBA AND DIXON STREETS, WELLINGTON. xyxy=(229,1357,399,1366)
classified-ad-body: (Opposite Bank of New Zealand) HAVE THE BEST SELECTION OF LEATHER GOODS AND CHRISTMAS CARDS IN THE CITY. xyxy=(20,1127,157,1156)
classified-ad xyxy=(16,506,161,548)
classified-ad xyxy=(16,113,161,221)
masthead xyxy=(16,10,1104,42)
price-line xyxy=(178,724,450,743)
price-line xyxy=(178,634,450,653)
